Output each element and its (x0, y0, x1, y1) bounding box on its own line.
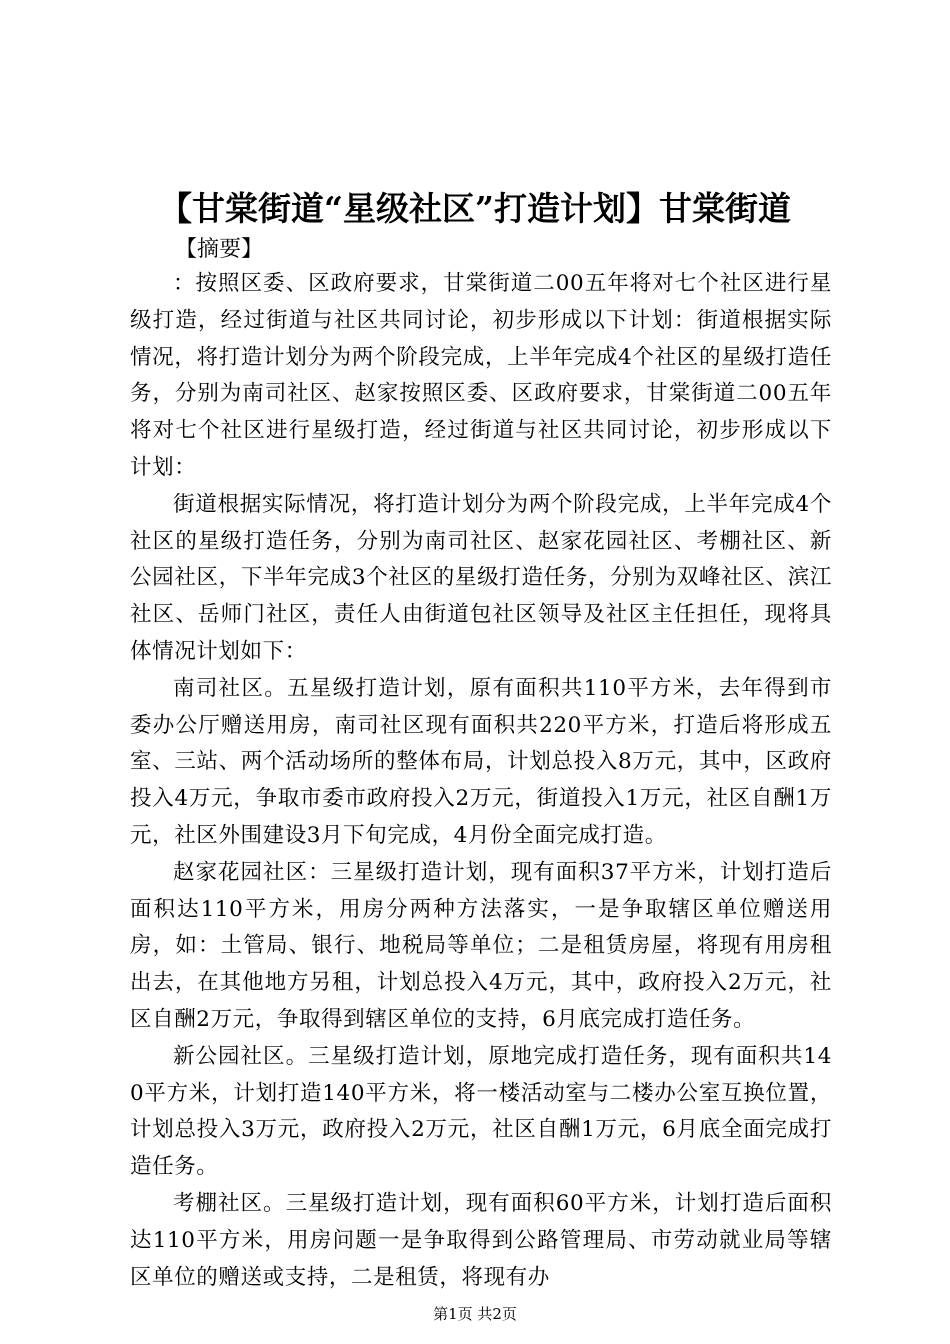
paragraph-3: 南司社区。五星级打造计划，原有面积共110平方米，去年得到市委办公厅赠送用房，南司社区现有面积共220平方米，打造后将形成五室、三站、两个活动场所的整体布局，计划总投入8万元，其中，区政府投入4万元，争取市委市政府投入2万元，街道投入1万元，社区自酬1万元，社区外围建设3月下旬完成，4月份全面完成打造。 (130, 675, 832, 848)
paragraph-1: ：按照区委、区政府要求，甘棠街道二00五年将对七个社区进行星级打造，经过街道与社区共同讨论，初步形成以下计划：街道根据实际情况，将打造计划分为两个阶段完成，上半年完成4个社区的星级打造任务，分别为南司社区、赵家按照区委、区政府要求，甘棠街道二00五年将对七个社区进行星级打造，经过街道与社区共同讨论，初步形成以下计划： (130, 271, 832, 480)
abstract-label: 【摘要】 (175, 237, 264, 262)
paragraph-4: 赵家花园社区：三星级打造计划，现有面积37平方米，计划打造后面积达110平方米，用房分两种方法落实，一是争取辖区单位赠送用房，如：土管局、银行、地税局等单位；二是租赁房屋，将现有用房租出去，在其他地方另租，计划总投入4万元，其中，政府投入2万元，社区自酬2万元，争取得到辖区单位的支持，6月底完成打造任务。 (130, 859, 832, 1032)
document-title: 【甘棠街道“星级社区”打造计划】甘棠街道 (159, 189, 791, 228)
document-body (130, 266, 832, 1296)
paragraph-6: 考棚社区。三星级打造计划，现有面积60平方米，计划打造后面积达110平方米，用房问题一是争取得到公路管理局、市劳动就业局等辖区单位的赠送或支持，二是租赁，将现有办 (130, 1190, 832, 1290)
page-footer (0, 1303, 950, 1325)
paragraph-5: 新公园社区。三星级打造计划，原地完成打造任务，现有面积共140平方米，计划打造140平方米，将一楼活动室与二楼办公室互换位置，计划总投入3万元，政府投入2万元，社区自酬1万元，6月底全面完成打造任务。 (130, 1043, 832, 1180)
paragraph-2: 街道根据实际情况，将打造计划分为两个阶段完成，上半年完成4个社区的星级打造任务，分别为南司社区、赵家花园社区、考棚社区、新公园社区，下半年完成3个社区的星级打造任务，分别为双峰社区、滨江社区、岳师门社区，责任人由街道包社区领导及社区主任担任，现将具体情况计划如下： (130, 491, 832, 664)
page-number: 第1页 共2页 (433, 1305, 517, 1323)
